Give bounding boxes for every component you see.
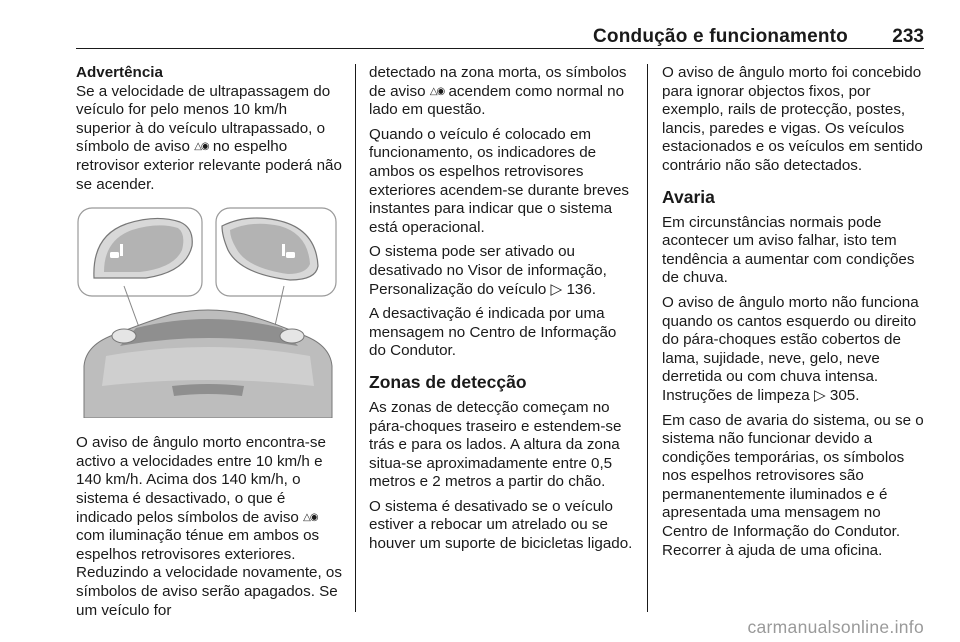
body-paragraph: O aviso de ângulo morto não funciona quando os cantos esquerdo ou direito do pára-choques estão cobertos de lama, sujidade, neve, gelo, neve derretida ou com chuva intensa. Instruções de limpeza ▷ 305.	[662, 293, 919, 404]
column-divider	[647, 64, 648, 612]
body-paragraph: A desactivação é indicada por uma mensagem no Centro de Informação do Condutor.	[369, 305, 617, 360]
blind-spot-warning-icon: △◉	[429, 85, 445, 97]
page-reference[interactable]: 136.	[566, 280, 597, 298]
section-heading: Zonas de detecção	[369, 371, 527, 392]
page-header	[76, 26, 924, 49]
body-paragraph: detectado na zona morta, os símbolos de aviso △◉ acendem como normal no lado em questão.	[369, 64, 627, 119]
mirror-illustration	[76, 206, 338, 418]
blind-spot-warning-icon: △◉	[194, 141, 209, 153]
body-paragraph: O aviso de ângulo morto foi concebido para ignorar objectos fixos, por exemplo, rails de protecção, postes, lancis, paredes e vigas. Os veículos estacionados e os veículos em sentido contrário não são detectados.	[662, 64, 923, 174]
body-paragraph: O sistema é desativado se o veículo estiver a rebocar um atrelado ou se houver um suporte de bicicletas ligado.	[369, 497, 633, 553]
watermark: carmanualsonline.info	[747, 617, 924, 637]
warning-note	[76, 64, 344, 194]
blind-spot-warning-icon: △◉	[303, 511, 318, 523]
column-1	[76, 64, 344, 626]
warning-text-cont: no espelho retrovisor exterior relevante poderá não se acender.	[76, 138, 342, 193]
warning-text: Se a velocidade de ultrapassagem do veículo for pelo menos 10 km/h superior à do veículo ultrapassado, o símbolo de aviso	[76, 82, 331, 156]
note-label: Advertência	[76, 64, 163, 81]
chapter-title: Condução e funcionamento	[593, 26, 848, 47]
body-paragraph: O aviso de ângulo morto encontra-se activo a velocidades entre 10 km/h e 140 km/h. Acima dos 140 km/h, o sistema é desactivado, o que é indicado pelos símbolos de aviso △◉ com iluminação ténue em ambos os espelhos retrovisores exteriores. Reduzindo a velocidade novamente, os símbolos de aviso serão apagados. Se um veículo for	[76, 434, 342, 619]
body-paragraph: Em caso de avaria do sistema, ou se o sistema não funcionar devido a condições temporárias, os símbolos nos espelhos retrovisores são permanentemente iluminados e é apresentada uma mensagem no Centro de Informação do Condutor. Recorrer à ajuda de uma oficina.	[662, 411, 924, 559]
column-divider	[355, 64, 356, 612]
page-number: 233	[892, 26, 924, 47]
body-paragraph: Quando o veículo é colocado em funcionamento, os indicadores de ambos os espelhos retrovisores exteriores acendem-se durante breves instantes para indicar que o sistema está operacional.	[369, 125, 630, 236]
column-3	[662, 64, 928, 566]
page-reference-arrow-icon: ▷	[813, 386, 826, 404]
body-paragraph: Em circunstâncias normais pode acontecer um aviso falhar, isto tem tendência a aumentar com condições de chuva.	[662, 213, 915, 287]
column-2	[369, 64, 633, 560]
page-reference[interactable]: 305.	[829, 386, 860, 404]
body-paragraph: O sistema pode ser ativado ou desativado no Visor de informação, Personalização do veículo ▷ 136.	[369, 243, 607, 298]
body-paragraph: As zonas de detecção começam no pára-choques traseiro e estendem-se trás e para os lados. A altura da zona situa-se aproximadamente entre 0,5 metros e 2 metros a partir do chão.	[369, 398, 622, 491]
section-heading: Avaria	[662, 186, 715, 207]
page-reference-arrow-icon: ▷	[550, 280, 563, 298]
